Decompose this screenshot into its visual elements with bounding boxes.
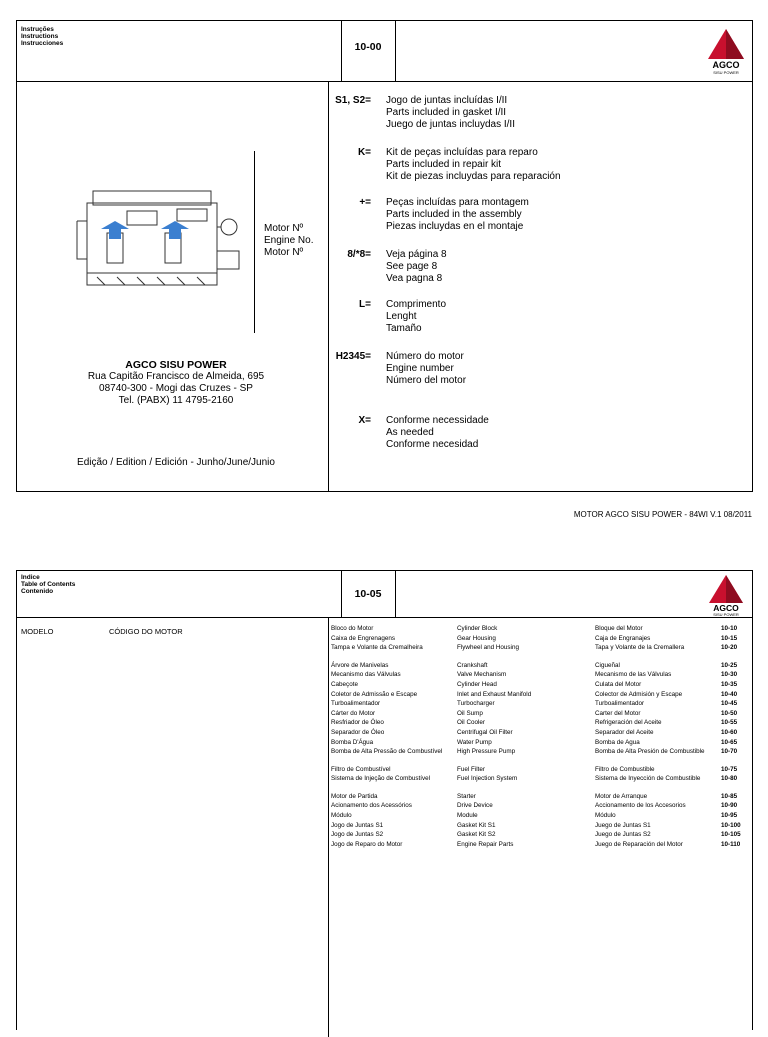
- legend-key: +=: [359, 197, 371, 208]
- page-2: [16, 570, 753, 1030]
- toc-title-en: Cylinder Block: [457, 625, 498, 632]
- agco-logo: [703, 27, 749, 75]
- motor-label-es: Motor Nº: [264, 247, 304, 258]
- toc-title-en: Fuel Injection System: [457, 775, 518, 783]
- agco-logo: [703, 573, 749, 617]
- toc-title-pt: Resfriador de Óleo: [331, 719, 384, 727]
- toc-title-es: Bomba de Agua: [595, 738, 640, 746]
- legend-line: Número do motor: [386, 351, 464, 362]
- toc-title-en: Fuel Filter: [457, 765, 485, 773]
- toc-title-es: Sistema de Inyección de Combustible: [595, 775, 701, 783]
- toc-page-code: 10-80: [721, 775, 738, 783]
- toc-title-pt: Separador de Óleo: [331, 728, 385, 736]
- toc-title-en: Starter: [457, 792, 476, 800]
- toc-title-en: Gear Housing: [457, 634, 496, 642]
- legend-line: Conforme necessidade: [386, 415, 489, 426]
- toc-title-pt: Acionamento dos Acessórios: [331, 802, 412, 810]
- legend-line: Conforme necesidad: [386, 439, 479, 450]
- legend-line: Kit de peças incluídas para reparo: [386, 147, 538, 158]
- toc-page-code: 10-105: [721, 831, 741, 839]
- toc-title-es: Culata del Motor: [595, 680, 642, 688]
- header-label-es: Contenido: [21, 588, 54, 595]
- toc-title-en: Gasket Kit S2: [457, 831, 496, 839]
- toc-title-es: Turboalimentador: [595, 700, 645, 708]
- company-address-1: Rua Capitão Francisco de Almeida, 695: [87, 371, 265, 382]
- header-labels: [21, 26, 63, 47]
- legend-line: Peças incluídas para montagem: [386, 197, 529, 208]
- toc-page-code: 10-110: [721, 840, 741, 848]
- engine-illustration: [67, 181, 257, 306]
- header-label-en: Table of Contents: [21, 581, 76, 588]
- toc-title-en: High Pressure Pump: [457, 748, 516, 756]
- toc-title-es: Bloque del Motor: [595, 625, 643, 632]
- legend-line: Juego de juntas incluydas I/II: [386, 119, 515, 130]
- motor-label-en: Engine No.: [264, 235, 314, 246]
- toc-page-code: 10-25: [721, 661, 738, 669]
- legend-key: X=: [358, 415, 371, 426]
- legend-line: See page 8: [386, 261, 438, 272]
- logo-brand: AGCO: [712, 60, 740, 70]
- toc-title-en: Gasket Kit S1: [457, 821, 496, 829]
- toc-page-code: 10-95: [721, 811, 738, 819]
- toc-title-es: Accionamento de los Accesorios: [595, 802, 686, 810]
- toc-title-en: Turbocharger: [457, 700, 495, 708]
- toc-page-code: 10-55: [721, 719, 738, 727]
- toc-title-en: Flywheel and Housing: [457, 644, 519, 652]
- toc-title-es: Mecanismo de las Válvulas: [595, 671, 672, 679]
- legend-key: L=: [359, 299, 371, 310]
- toc-page-code: 10-90: [721, 802, 738, 810]
- toc-title-es: Tapa y Volante de la Cremallera: [595, 644, 685, 652]
- toc-title-es: Colector de Admisión y Escape: [595, 690, 683, 698]
- toc-title-es: Motor de Arranque: [595, 792, 648, 800]
- toc-title-es: Bomba de Alta Presión de Combustible: [595, 748, 705, 756]
- toc-title-pt: Jogo de Juntas S2: [331, 831, 384, 839]
- header-label-pt: Instruções: [21, 26, 54, 33]
- toc-page-code: 10-65: [721, 738, 738, 746]
- codigo-header: CÓDIGO DO MOTOR: [109, 627, 183, 636]
- company-name: AGCO SISU POWER: [125, 359, 227, 371]
- toc-title-pt: Módulo: [331, 811, 352, 819]
- toc-title-es: Cigueñal: [595, 661, 620, 669]
- toc-title-pt: Cárter do Motor: [331, 709, 376, 717]
- toc-title-en: Oil Sump: [457, 709, 483, 717]
- logo-brand: AGCO: [713, 603, 739, 613]
- modelo-header: MODELO: [21, 627, 54, 636]
- toc-title-en: Centrifugal Oil Filter: [457, 728, 513, 736]
- toc-title-es: Juego de Reparación del Motor: [595, 840, 683, 848]
- legend-line: Lenght: [386, 311, 417, 322]
- toc-title-en: Cylinder Head: [457, 680, 497, 688]
- legend-line: As needed: [386, 427, 434, 438]
- toc-title-es: Filtro de Combustible: [595, 765, 655, 773]
- toc-title-pt: Jogo de Reparo do Motor: [331, 840, 403, 848]
- header-label-pt: Indice: [21, 574, 40, 581]
- toc-page-code: 10-30: [721, 671, 738, 679]
- header-label-es: Instrucciones: [21, 40, 64, 47]
- company-address-2: 08740-300 - Mogi das Cruzes - SP: [99, 383, 253, 394]
- toc-title-en: Engine Repair Parts: [457, 840, 514, 848]
- toc-page-code: 10-100: [721, 821, 741, 829]
- toc-page-code: 10-45: [721, 700, 738, 708]
- toc-title-pt: Bomba D'Água: [331, 738, 374, 746]
- toc-title-pt: Bomba de Alta Pressão de Combustível: [331, 748, 443, 756]
- motor-number-label: [264, 223, 313, 259]
- page-1: [16, 20, 753, 492]
- toc-page-code: 10-85: [721, 792, 738, 800]
- toc-title-en: Water Pump: [457, 738, 492, 746]
- toc-title-pt: Motor de Partida: [331, 792, 378, 800]
- legend-line: Comprimento: [386, 299, 447, 310]
- toc-page-code: 10-35: [721, 680, 738, 688]
- legend-line: Tamaño: [386, 323, 422, 334]
- legend-line: Piezas incluydas en el montaje: [386, 221, 524, 232]
- toc-page-code: 10-60: [721, 728, 738, 736]
- edition-line: Edição / Edition / Edición - Junho/June/Junio: [77, 457, 275, 468]
- toc-title-en: Drive Device: [457, 802, 493, 810]
- legend-line: Número del motor: [386, 375, 467, 386]
- legend-key: H2345=: [335, 351, 371, 362]
- toc-title-en: Module: [457, 811, 478, 819]
- toc-title-en: Oil Cooler: [457, 719, 485, 727]
- legend-line: Parts included in gasket I/II: [386, 107, 507, 118]
- toc-title-pt: Cabeçote: [331, 680, 358, 688]
- logo-sub: SISU POWER: [713, 70, 739, 75]
- toc-title-pt: Caixa de Engrenagens: [331, 634, 396, 642]
- toc-title-en: Inlet and Exhaust Manifold: [457, 690, 532, 698]
- legend-line: Vea pagna 8: [386, 273, 443, 284]
- toc-title-pt: Turboalimentador: [331, 700, 381, 708]
- toc-page-code: 10-20: [721, 644, 738, 652]
- company-phone: Tel. (PABX) 11 4795-2160: [118, 395, 234, 406]
- toc-title-pt: Bloco do Motor: [331, 625, 374, 632]
- toc-page-code: 10-40: [721, 690, 738, 698]
- toc-page-code: 10-10: [721, 625, 738, 632]
- legend-line: Veja página 8: [386, 249, 447, 260]
- toc-title-pt: Árvore de Manivelas: [331, 661, 389, 669]
- toc-title-pt: Coletor de Admissão e Escape: [331, 690, 418, 698]
- logo-sub: SISU POWER: [713, 612, 739, 617]
- toc-title-es: Refrigeración del Aceite: [595, 719, 662, 727]
- toc-title-en: Crankshaft: [457, 661, 488, 669]
- toc-title-es: Juego de Juntas S1: [595, 821, 651, 829]
- page-code: 10-05: [354, 588, 382, 600]
- toc-page-code: 10-15: [721, 634, 738, 642]
- legend-key: S1, S2=: [335, 95, 371, 106]
- toc-page-code: 10-75: [721, 765, 738, 773]
- toc-title-pt: Jogo de Juntas S1: [331, 821, 384, 829]
- toc-title-pt: Sistema de Injeção de Combustível: [331, 775, 431, 783]
- toc-title-en: Valve Mechanism: [457, 671, 507, 679]
- toc-title-es: Separador del Aceite: [595, 728, 654, 736]
- toc-title-pt: Mecanismo das Válvulas: [331, 671, 401, 679]
- motor-label-pt: Motor Nº: [264, 223, 304, 234]
- toc-title-pt: Tampa e Volante da Cremalheira: [331, 644, 423, 652]
- toc-title-es: Carter del Motor: [595, 709, 641, 717]
- legend-key: K=: [357, 147, 371, 158]
- company-address: [45, 359, 307, 407]
- legend-line: Engine number: [386, 363, 454, 374]
- legend-key: 8/*8=: [347, 249, 371, 260]
- legend-line: Kit de piezas incluydas para reparación: [386, 171, 561, 182]
- toc-page-code: 10-50: [721, 709, 738, 717]
- toc-title-es: Módulo: [595, 811, 616, 819]
- page-code: 10-00: [354, 41, 382, 53]
- legend-line: Parts included in the assembly: [386, 209, 522, 220]
- legend-line: Parts included in repair kit: [386, 159, 502, 170]
- page-footer: MOTOR AGCO SISU POWER - 84WI V.1 08/2011: [573, 510, 752, 519]
- toc-page-code: 10-70: [721, 748, 738, 756]
- header-labels: [21, 574, 75, 595]
- legend-line: Jogo de juntas incluídas I/II: [386, 95, 508, 106]
- header-label-en: Instructions: [21, 33, 59, 40]
- toc-title-es: Caja de Engranajes: [595, 634, 651, 642]
- toc-title-es: Juego de Juntas S2: [595, 831, 651, 839]
- toc-title-pt: Filtro de Combustível: [331, 765, 391, 773]
- toc-table: [331, 625, 755, 1025]
